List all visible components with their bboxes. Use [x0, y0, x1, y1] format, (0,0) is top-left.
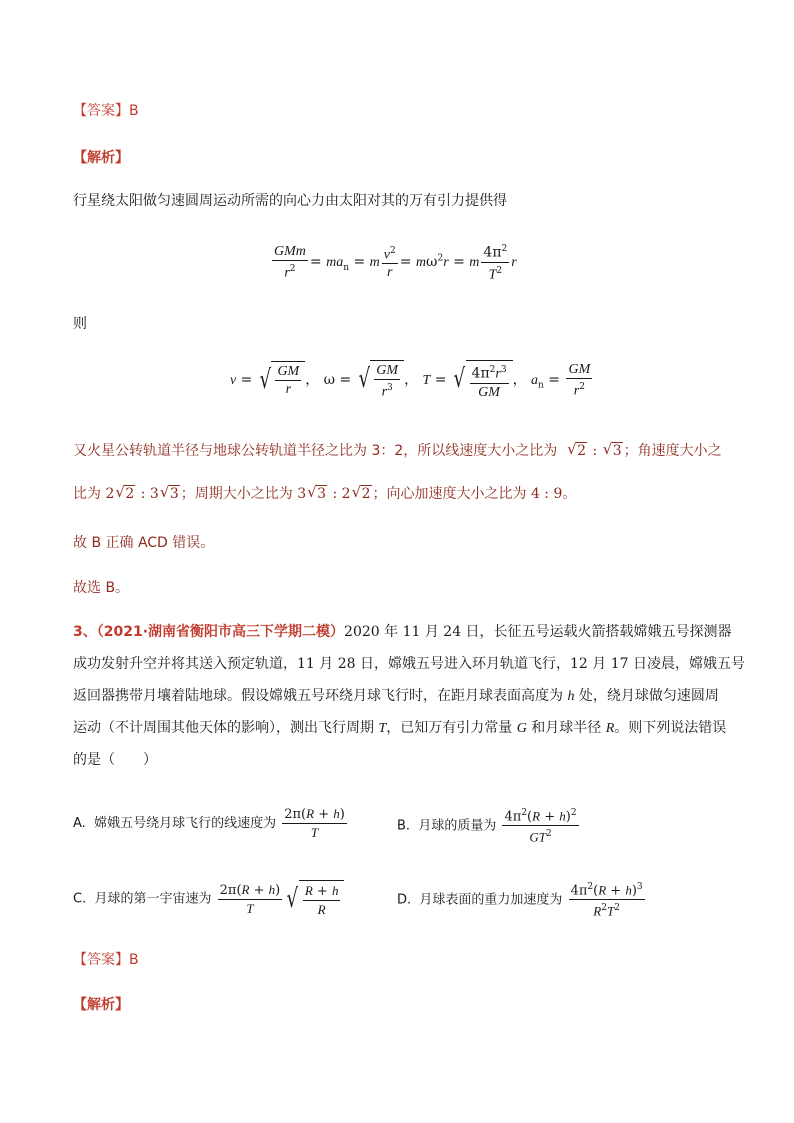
answer-line-1 [73, 103, 139, 119]
then-text: 则 [73, 316, 87, 332]
force-sentence: 行星绕太阳做匀速圆周运动所需的向心力由太阳对其的万有引力提供得 [73, 193, 507, 209]
analysis-tag: 【解析】 [73, 150, 129, 166]
question-3-line3: 返回器携带月壤着陆地球。假设嫦娥五号环绕月球飞行时，在距月球表面高度为 h 处，绕月球做匀速圆周 [73, 688, 719, 704]
answer-value: B [129, 103, 139, 119]
answer-line-2: 【答案】B [73, 952, 139, 968]
question-3-line2: 成功发射升空并将其送入预定轨道，11 月 28 日，嫦娥五号进入环月轨道飞行，12 月 17 日凌晨，嫦娥五号 [73, 656, 745, 672]
analysis-heading-1 [73, 150, 129, 166]
option-a-formula: $\frac{2\pi(R + h)}{T}$ [284, 806, 345, 840]
option-d[interactable]: D. 月球表面的重力加速度为 $\frac{4\pi^2(R + h)^3}{R^2T^2}$ [397, 882, 643, 919]
question-3-line5: 的是（ ） [73, 752, 157, 768]
velocity-equations: v = √ $\frac{GM}{r}$ ， ω = √ $\frac{GM}{r^3}$ ， T = √ $\frac{4\pi^2r^3}{GM}$ ， $a_n$ = $\frac{GM}{r^2}$ [230, 361, 591, 400]
question-3-line1: 3、（2021·湖南省衡阳市高三下学期二模）2020 年 11 月 24 日，长征五号运载火箭搭载嫦娥五号探测器 [73, 624, 732, 640]
ratio-paragraph-line2: 比为 2 √ 2 : 3 √ 3 ；周期大小之比为 3 √ 3 : 2 √ 2 ；向心加速度大小之比为 4 : 9。 [73, 483, 577, 502]
option-b-formula: $\frac{4\pi^2(R + h)^2}{GT^2}$ [504, 808, 577, 845]
option-c[interactable]: C. 月球的第一宇宙速为 $\frac{2\pi(R + h)}{T}$ √ $\frac{R + h}{R}$ [73, 880, 344, 918]
ratio-paragraph-line1: 又火星公转轨道半径与地球公转轨道半径之比为 3：2，所以线速度大小之比为 √ 2 : √ 3 ；角速度大小之 [73, 440, 722, 459]
conclusion-text: 故 B 正确 ACD 错误。 [73, 535, 215, 551]
option-c-formula: $\frac{2\pi(R + h)}{T}$ [219, 881, 281, 916]
answer-tag: 【答案】 [73, 103, 129, 119]
gravity-equation: $\frac{\text{GMm}}{r^2}$ = $ma_n = m$ $\frac{v^2}{r}$ = $m\omega^2r = m$ $\frac{4\pi^2}{T^2}$ r [274, 243, 517, 283]
option-b[interactable]: B. 月球的质量为 $\frac{4\pi^2(R + h)^2}{GT^2}$ [397, 808, 577, 845]
option-a[interactable]: A. 嫦娥五号绕月球飞行的线速度为 $\frac{2\pi(R + h)}{T}$ [73, 806, 345, 840]
option-d-formula: $\frac{4\pi^2(R + h)^3}{R^2T^2}$ [570, 882, 643, 919]
analysis-heading-2: 【解析】 [73, 997, 129, 1013]
question-3-line4: 运动（不计周围其他天体的影响），测出飞行周期 T，已知万有引力常量 G 和月球半径 R。则下列说法错误 [73, 720, 727, 736]
choose-text: 故选 B。 [73, 580, 130, 596]
